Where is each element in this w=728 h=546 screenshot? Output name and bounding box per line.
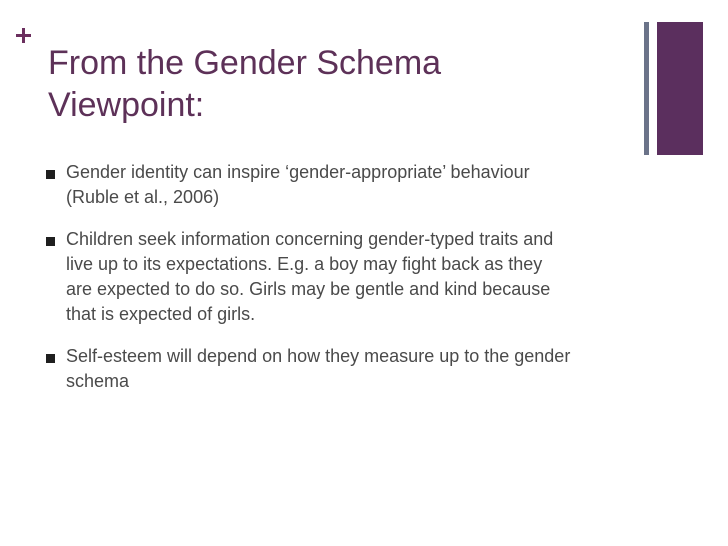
bullet-text-line: are expected to do so. Girls may be gentle and kind because — [66, 279, 551, 299]
bullet-list — [46, 160, 646, 411]
bullet-item — [46, 227, 646, 327]
bullet-text-line: Children seek information concerning gender-typed traits and — [66, 229, 554, 249]
plus-icon — [16, 28, 31, 43]
slide-title-line: From the Gender Schema — [48, 44, 442, 82]
bullet-item — [46, 344, 646, 394]
slide-title-line: Viewpoint: — [48, 86, 205, 124]
bullet-text-line: schema — [66, 371, 130, 391]
decorative-bar-thin — [644, 22, 649, 155]
bullet-text-line: live up to its expectations. E.g. a boy may fight back as they — [66, 254, 543, 274]
bullet-text-line: Gender identity can inspire ‘gender-appropriate’ behaviour — [66, 162, 530, 182]
slide-title — [48, 42, 608, 126]
square-bullet-icon — [46, 170, 55, 179]
bullet-text-line: (Ruble et al., 2006) — [66, 187, 220, 207]
bullet-text-line: that is expected of girls. — [66, 304, 256, 324]
square-bullet-icon — [46, 354, 55, 363]
bullet-item — [46, 160, 646, 210]
square-bullet-icon — [46, 237, 55, 246]
bullet-text-line: Self-esteem will depend on how they measure up to the gender — [66, 346, 571, 366]
decorative-bar-thick — [657, 22, 703, 155]
